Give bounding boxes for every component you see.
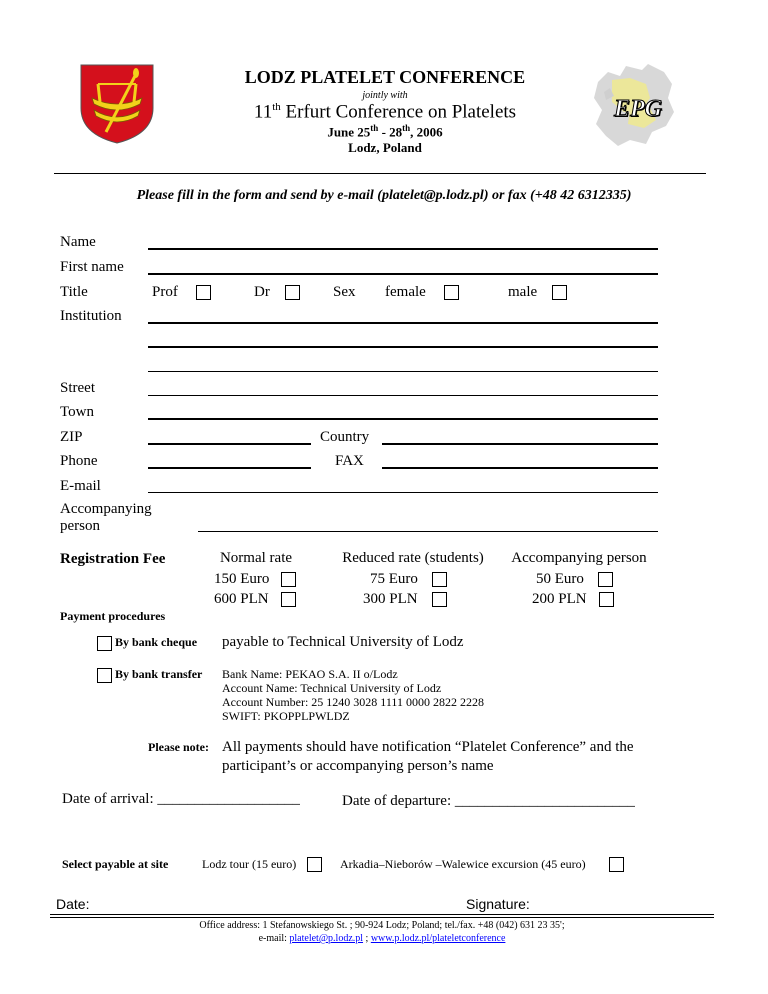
first-name-label: First name	[60, 259, 124, 275]
email-prefix: e-mail:	[258, 933, 290, 944]
reduced-pln-checkbox[interactable]	[432, 592, 447, 607]
accompanying-label	[60, 501, 152, 535]
accompanying-pln-checkbox[interactable]	[599, 592, 614, 607]
reduced-rate-title: Reduced rate (students)	[342, 550, 484, 566]
select-payable-label: Select payable at site	[62, 857, 169, 871]
email-label: E-mail	[60, 478, 101, 494]
reduced-euro-checkbox[interactable]	[432, 572, 447, 587]
date-of-departure[interactable]: Date of departure: ________________________	[342, 793, 635, 809]
institution-field-1[interactable]	[148, 322, 658, 324]
erfurt-conference	[180, 101, 590, 123]
erfurt-number-suffix: th	[272, 101, 281, 113]
zip-field[interactable]	[148, 443, 311, 445]
footer-divider-2	[50, 917, 714, 918]
country-field[interactable]	[382, 443, 658, 445]
dr-label: Dr	[254, 284, 270, 300]
jointly-with: jointly with	[362, 90, 408, 101]
account-name: Account Name: Technical University of Lodz	[222, 681, 442, 695]
epg-label: EPG	[614, 96, 662, 122]
please-note-label: Please note:	[148, 740, 209, 754]
date-of-arrival[interactable]: Date of arrival: ___________________	[62, 791, 300, 807]
institution-label: Institution	[60, 308, 122, 324]
male-label: male	[508, 284, 538, 300]
female-checkbox[interactable]	[444, 285, 459, 300]
date-start-suffix: th	[370, 123, 379, 133]
first-name-field[interactable]	[148, 273, 658, 275]
title-label: Title	[60, 284, 88, 300]
link-separator: ;	[363, 933, 371, 944]
office-address: Office address: 1 Stefanowskiego St. ; 90-924 Lodz; Poland; tel./fax. +48 (042) 631 23 35';	[199, 920, 565, 931]
erfurt-number: 11	[253, 101, 273, 123]
bank-cheque-label: By bank cheque	[115, 635, 198, 649]
phone-label: Phone	[60, 453, 98, 469]
swift-code: SWIFT: PKOPPLPWLDZ	[222, 709, 350, 723]
town-label: Town	[60, 404, 94, 420]
email-link[interactable]: platelet@p.lodz.pl	[289, 933, 364, 944]
header-divider	[54, 173, 706, 174]
normal-pln-label: 600 PLN	[214, 591, 269, 607]
normal-euro-label: 150 Euro	[214, 571, 270, 587]
date-label: Date:	[56, 896, 90, 912]
accompanying-field[interactable]	[198, 531, 658, 532]
erfurt-name: Erfurt Conference on Platelets	[280, 101, 517, 123]
reduced-euro-label: 75 Euro	[370, 571, 418, 587]
website-link[interactable]: www.p.lodz.pl/plateletconference	[370, 933, 506, 944]
name-label: Name	[60, 234, 96, 250]
bank-name: Bank Name: PEKAO S.A. II o/Lodz	[222, 667, 398, 681]
conference-title: LODZ PLATELET CONFERENCE	[244, 67, 526, 87]
conference-dates	[180, 123, 590, 140]
female-label: female	[385, 284, 426, 300]
phone-field[interactable]	[148, 467, 311, 469]
registration-fee-label: Registration Fee	[60, 551, 166, 567]
bank-transfer-checkbox[interactable]	[97, 668, 112, 683]
date-end-suffix: th	[402, 123, 411, 133]
conference-place: Lodz, Poland	[348, 140, 422, 155]
lodz-tour-checkbox[interactable]	[307, 857, 322, 872]
street-label: Street	[60, 380, 95, 396]
lodz-coat-of-arms	[80, 64, 154, 144]
normal-pln-checkbox[interactable]	[281, 592, 296, 607]
normal-euro-checkbox[interactable]	[281, 572, 296, 587]
accompanying-euro-label: 50 Euro	[536, 571, 584, 587]
sex-label: Sex	[333, 284, 356, 300]
dr-checkbox[interactable]	[285, 285, 300, 300]
accompanying-euro-checkbox[interactable]	[598, 572, 613, 587]
lodz-tour-label: Lodz tour (15 euro)	[202, 857, 297, 871]
street-field[interactable]	[148, 395, 658, 396]
signature-label: Signature:	[466, 896, 530, 912]
accompanying-label-line2: person	[60, 518, 100, 534]
bank-cheque-checkbox[interactable]	[97, 636, 112, 651]
town-field[interactable]	[148, 418, 658, 420]
normal-rate-title: Normal rate	[219, 550, 293, 566]
zip-label: ZIP	[60, 429, 83, 445]
payment-note	[222, 738, 634, 776]
excursion-label: Arkadia–Nieborów –Walewice excursion (45 euro)	[340, 857, 586, 871]
country-label: Country	[320, 429, 370, 445]
footer-divider-1	[50, 914, 714, 915]
prof-checkbox[interactable]	[196, 285, 211, 300]
contact-links	[50, 933, 714, 944]
accompanying-pln-label: 200 PLN	[532, 591, 587, 607]
accompanying-label-line1: Accompanying	[60, 501, 152, 517]
payment-note-line2: participant’s or accompanying person’s name	[222, 758, 494, 774]
date-end: - 28	[378, 124, 403, 140]
fax-label: FAX	[335, 453, 364, 469]
date-year: , 2006	[410, 124, 443, 140]
accompanying-rate-title: Accompanying person	[511, 550, 647, 566]
bank-details	[222, 667, 484, 723]
institution-field-3[interactable]	[148, 371, 658, 372]
bank-transfer-label: By bank transfer	[115, 667, 203, 681]
epg-europe-logo	[590, 62, 676, 148]
male-checkbox[interactable]	[552, 285, 567, 300]
fax-field[interactable]	[382, 467, 658, 469]
email-field[interactable]	[148, 492, 658, 493]
payment-note-line1: All payments should have notification “Platelet Conference” and the	[222, 739, 634, 755]
instruction-text: Please fill in the form and send by e-mail (platelet@p.lodz.pl) or fax (+48 42 6312335)	[136, 188, 632, 203]
payment-procedures-label: Payment procedures	[60, 609, 166, 623]
name-field[interactable]	[148, 248, 658, 250]
account-number: Account Number: 25 1240 3028 1111 0000 2822 2228	[222, 695, 484, 709]
institution-field-2[interactable]	[148, 346, 658, 348]
bank-cheque-text: payable to Technical University of Lodz	[222, 634, 464, 650]
excursion-checkbox[interactable]	[609, 857, 624, 872]
prof-label: Prof	[152, 284, 178, 300]
date-start: June 25	[327, 124, 371, 140]
reduced-pln-label: 300 PLN	[363, 591, 418, 607]
